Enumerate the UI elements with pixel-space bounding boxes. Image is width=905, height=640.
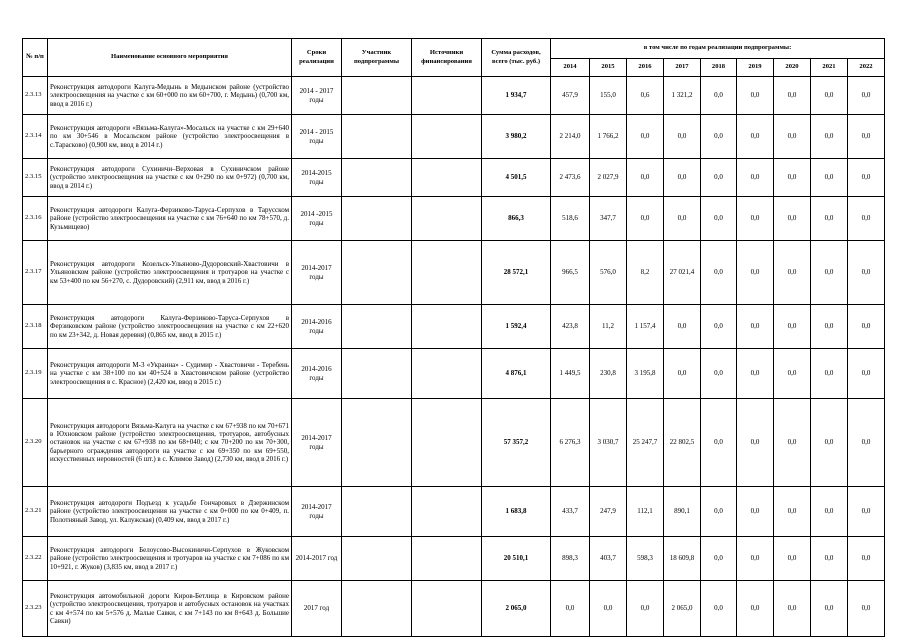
participant-cell <box>342 399 412 487</box>
year-amount: 247,9 <box>590 487 627 537</box>
participant-cell <box>342 305 412 349</box>
year-amount: 0,0 <box>701 487 737 537</box>
measure-name: Реконструкция автодороги Козельск-Ульяново-Дудоровский-Хвастовичи в Ульяновском районе (устройство электроосвещения и тротуаров на участке с км 53+400 по км 56+270, с. Дудоровский) (2,911 км, ввод в 2016 г.) <box>48 241 292 305</box>
year-amount: 0,0 <box>737 581 774 637</box>
row-number: 2.3.21 <box>23 487 48 537</box>
year-amount: 0,0 <box>627 581 664 637</box>
total-amount: 57 357,2 <box>482 399 551 487</box>
year-amount: 0,0 <box>811 349 848 399</box>
table-row <box>23 581 885 637</box>
year-amount: 2 027,9 <box>590 159 627 197</box>
sources-cell <box>412 399 482 487</box>
row-number: 2.3.15 <box>23 159 48 197</box>
year-amount: 890,1 <box>664 487 701 537</box>
year-amount: 0,0 <box>774 581 811 637</box>
year-amount: 230,8 <box>590 349 627 399</box>
year-amount: 0,0 <box>811 241 848 305</box>
year-amount: 0,0 <box>811 537 848 581</box>
year-amount: 0,0 <box>701 197 737 241</box>
total-amount: 1 592,4 <box>482 305 551 349</box>
year-amount: 155,0 <box>590 77 627 115</box>
year-amount: 27 021,4 <box>664 241 701 305</box>
year-amount: 0,0 <box>664 349 701 399</box>
year-amount: 0,0 <box>811 197 848 241</box>
year-amount: 1 449,5 <box>551 349 590 399</box>
measure-name: Реконструкция автодороги Подъезд к усадьбе Гончаровых в Дзержинском районе (устройство электроосвещения на участке с км 0+000 по км 0+409, п. Полотняный Завод, ул. Калужская) (0,409 км, ввод в 2017 г.) <box>48 487 292 537</box>
implementation-term: 2014 -2015 годы <box>292 197 342 241</box>
total-amount: 3 980,2 <box>482 115 551 159</box>
year-amount: 0,0 <box>848 537 885 581</box>
header-term: Сроки реализации <box>292 39 342 77</box>
row-number: 2.3.23 <box>23 581 48 637</box>
year-amount: 0,0 <box>848 399 885 487</box>
year-amount: 0,0 <box>811 77 848 115</box>
measure-name: Реконструкция автодороги М-3 «Украина» - Судимир - Хвастовичи - Теребень на участке с км 38+100 по км 40+524 в Хвастовичском районе (устройство электроосвещения в с. Красное) (2,420 км, ввод в 2015 г.) <box>48 349 292 399</box>
year-amount: 0,0 <box>627 159 664 197</box>
year-amount: 0,0 <box>774 487 811 537</box>
row-number: 2.3.18 <box>23 305 48 349</box>
table-row <box>23 241 885 305</box>
sources-cell <box>412 581 482 637</box>
year-amount: 0,0 <box>737 241 774 305</box>
year-amount: 433,7 <box>551 487 590 537</box>
total-amount: 866,3 <box>482 197 551 241</box>
table-row <box>23 77 885 115</box>
year-amount: 0,0 <box>701 77 737 115</box>
measure-name: Реконструкция автодороги «Вязьма-Калуга»-Мосальск на участке с км 29+640 по км 30+546 в Мосальском районе (устройство электроосвещения в с.Тарасково) (0,900 км, ввод в 2014 г.) <box>48 115 292 159</box>
header-year: 2019 <box>737 59 774 77</box>
implementation-term: 2014-2017 годы <box>292 399 342 487</box>
row-number: 2.3.13 <box>23 77 48 115</box>
table-row <box>23 537 885 581</box>
header-year: 2017 <box>664 59 701 77</box>
header-participant: Участник подпрограммы <box>342 39 412 77</box>
sources-cell <box>412 349 482 399</box>
header-by-year: в том числе по годам реализации подпрограммы: <box>551 39 885 59</box>
year-amount: 0,0 <box>664 159 701 197</box>
program-table <box>22 38 885 637</box>
year-amount: 8,2 <box>627 241 664 305</box>
year-amount: 403,7 <box>590 537 627 581</box>
implementation-term: 2014 - 2017 годы <box>292 77 342 115</box>
year-amount: 0,0 <box>811 581 848 637</box>
year-amount: 0,0 <box>701 581 737 637</box>
header-year: 2016 <box>627 59 664 77</box>
year-amount: 898,3 <box>551 537 590 581</box>
participant-cell <box>342 581 412 637</box>
year-amount: 0,0 <box>848 159 885 197</box>
header-sources: Источники финансирования <box>412 39 482 77</box>
header-name: Наименование основного мероприятия <box>48 39 292 77</box>
year-amount: 0,0 <box>774 537 811 581</box>
year-amount: 0,0 <box>774 159 811 197</box>
sources-cell <box>412 241 482 305</box>
table-header <box>23 39 885 77</box>
table-row <box>23 349 885 399</box>
year-amount: 112,1 <box>627 487 664 537</box>
year-amount: 18 609,8 <box>664 537 701 581</box>
year-amount: 966,5 <box>551 241 590 305</box>
year-amount: 0,0 <box>590 581 627 637</box>
total-amount: 4 501,5 <box>482 159 551 197</box>
year-amount: 518,6 <box>551 197 590 241</box>
measure-name: Реконструкция автомобильной дороги Киров-Бетлица в Кировском районе (устройство электроосвещения, тротуаров и автобусных остановок на участках с км 4+574 по км 5+576 д. Малые Савки, с км 7+143 по км 8+643 д. Большие Савки) <box>48 581 292 637</box>
year-amount: 457,9 <box>551 77 590 115</box>
participant-cell <box>342 241 412 305</box>
year-amount: 0,0 <box>774 399 811 487</box>
measure-name: Реконструкция автодороги Вязьма-Калуга на участке с км 67+938 по км 70+671 в Юхновском районе (устройство электроосвещения, тротуаров, автобусных остановок на участке с км 67+938 по км 68+040; с км 70+200 по км 70+300, барьерного ограждения автодороги на участке с км 69+350 по км 69+550, искусственных неровностей (6 шт.) в с. Климов Завод) (2,730 км, ввод в 2016 г.) <box>48 399 292 487</box>
year-amount: 0,0 <box>774 77 811 115</box>
year-amount: 6 276,3 <box>551 399 590 487</box>
header-year: 2022 <box>848 59 885 77</box>
measure-name: Реконструкция автодороги Калуга-Ферзиково-Таруса-Серпухов в Тарусском районе (устройство электроосвещения на участке с км 76+640 по км 78+570, д. Кузьмищево) <box>48 197 292 241</box>
participant-cell <box>342 537 412 581</box>
sources-cell <box>412 487 482 537</box>
participant-cell <box>342 487 412 537</box>
sources-cell <box>412 537 482 581</box>
year-amount: 2 473,6 <box>551 159 590 197</box>
measure-name: Реконструкция автодороги Белоусово-Высокиничи-Серпухов в Жуковском районе (устройство электроосвещения и тротуаров на участке с км 7+086 по км 10+921, г. Жуков) (3,835 км, ввод в 2017 г.) <box>48 537 292 581</box>
measure-name: Реконструкция автодороги Сухиничи–Верховая в Сухиничском районе (устройство электроосвещения на участке с км 0+290 по км 0+972) (0,700 км, ввод в 2014 г.) <box>48 159 292 197</box>
year-amount: 1 157,4 <box>627 305 664 349</box>
header-year: 2015 <box>590 59 627 77</box>
implementation-term: 2014-2017 годы <box>292 241 342 305</box>
row-number: 2.3.17 <box>23 241 48 305</box>
year-amount: 1 321,2 <box>664 77 701 115</box>
implementation-term: 2017 год <box>292 581 342 637</box>
year-amount: 0,0 <box>811 399 848 487</box>
year-amount: 0,0 <box>848 581 885 637</box>
year-amount: 0,0 <box>701 241 737 305</box>
participant-cell <box>342 77 412 115</box>
year-amount: 0,0 <box>848 77 885 115</box>
year-amount: 0,0 <box>811 487 848 537</box>
implementation-term: 2014-2016 годы <box>292 349 342 399</box>
implementation-term: 2014-2015 годы <box>292 159 342 197</box>
year-amount: 0,0 <box>811 159 848 197</box>
year-amount: 0,0 <box>664 197 701 241</box>
year-amount: 2 214,0 <box>551 115 590 159</box>
measure-name: Реконструкция автодороги Калуга-Медынь в Медынском районе (устройство электроосвещения на участке с км 60+000 по км 60+700, г. Медынь) (0,700 км, ввод в 2016 г.) <box>48 77 292 115</box>
year-amount: 0,0 <box>664 305 701 349</box>
table-row <box>23 159 885 197</box>
year-amount: 0,0 <box>774 305 811 349</box>
year-amount: 0,0 <box>737 349 774 399</box>
total-amount: 1 934,7 <box>482 77 551 115</box>
year-amount: 0,0 <box>774 349 811 399</box>
year-amount: 598,3 <box>627 537 664 581</box>
table-row <box>23 197 885 241</box>
header-num: № п/п <box>23 39 48 77</box>
total-amount: 4 876,1 <box>482 349 551 399</box>
year-amount: 0,0 <box>774 197 811 241</box>
sources-cell <box>412 115 482 159</box>
participant-cell <box>342 197 412 241</box>
year-amount: 0,0 <box>811 305 848 349</box>
year-amount: 0,0 <box>848 349 885 399</box>
total-amount: 2 065,0 <box>482 581 551 637</box>
sources-cell <box>412 77 482 115</box>
year-amount: 0,0 <box>701 305 737 349</box>
implementation-term: 2014-2017 годы <box>292 487 342 537</box>
year-amount: 0,0 <box>848 305 885 349</box>
implementation-term: 2014-2017 год <box>292 537 342 581</box>
header-year: 2014 <box>551 59 590 77</box>
year-amount: 0,0 <box>627 197 664 241</box>
implementation-term: 2014 - 2015 годы <box>292 115 342 159</box>
year-amount: 0,0 <box>701 349 737 399</box>
year-amount: 11,2 <box>590 305 627 349</box>
header-year: 2020 <box>774 59 811 77</box>
year-amount: 0,0 <box>701 537 737 581</box>
year-amount: 0,0 <box>737 115 774 159</box>
year-amount: 0,0 <box>774 115 811 159</box>
year-amount: 0,0 <box>701 399 737 487</box>
year-amount: 22 802,5 <box>664 399 701 487</box>
row-number: 2.3.16 <box>23 197 48 241</box>
year-amount: 0,0 <box>737 537 774 581</box>
row-number: 2.3.14 <box>23 115 48 159</box>
year-amount: 25 247,7 <box>627 399 664 487</box>
row-number: 2.3.22 <box>23 537 48 581</box>
table-row <box>23 399 885 487</box>
year-amount: 0,0 <box>774 241 811 305</box>
year-amount: 0,0 <box>848 197 885 241</box>
row-number: 2.3.19 <box>23 349 48 399</box>
year-amount: 0,0 <box>701 159 737 197</box>
total-amount: 28 572,1 <box>482 241 551 305</box>
year-amount: 423,8 <box>551 305 590 349</box>
header-total: Сумма расходов, всего (тыс. руб.) <box>482 39 551 77</box>
participant-cell <box>342 159 412 197</box>
header-year: 2018 <box>701 59 737 77</box>
year-amount: 0,0 <box>737 159 774 197</box>
measure-name: Реконструкция автодороги Калуга-Ферзиково-Таруса-Серпухов в Ферзиковском районе (устройство электроосвещения на участке с км 22+620 по км 23+342, д. Новая деревня) (0,865 км, ввод в 2015 г.) <box>48 305 292 349</box>
implementation-term: 2014-2016 годы <box>292 305 342 349</box>
total-amount: 1 683,8 <box>482 487 551 537</box>
table-body <box>23 77 885 637</box>
year-amount: 0,0 <box>848 115 885 159</box>
year-amount: 3 030,7 <box>590 399 627 487</box>
year-amount: 3 195,8 <box>627 349 664 399</box>
header-year: 2021 <box>811 59 848 77</box>
table-row <box>23 305 885 349</box>
year-amount: 0,0 <box>627 115 664 159</box>
year-amount: 0,0 <box>848 487 885 537</box>
year-amount: 0,0 <box>737 305 774 349</box>
year-amount: 0,0 <box>551 581 590 637</box>
year-amount: 0,0 <box>737 487 774 537</box>
year-amount: 0,0 <box>664 115 701 159</box>
year-amount: 576,0 <box>590 241 627 305</box>
participant-cell <box>342 349 412 399</box>
table-row <box>23 487 885 537</box>
year-amount: 0,0 <box>701 115 737 159</box>
year-amount: 0,0 <box>737 77 774 115</box>
year-amount: 0,0 <box>811 115 848 159</box>
year-amount: 347,7 <box>590 197 627 241</box>
year-amount: 0,0 <box>737 399 774 487</box>
year-amount: 0,0 <box>848 241 885 305</box>
year-amount: 0,0 <box>737 197 774 241</box>
total-amount: 20 510,1 <box>482 537 551 581</box>
year-amount: 0,6 <box>627 77 664 115</box>
table-row <box>23 115 885 159</box>
sources-cell <box>412 305 482 349</box>
sources-cell <box>412 159 482 197</box>
year-amount: 1 766,2 <box>590 115 627 159</box>
year-amount: 2 065,0 <box>664 581 701 637</box>
row-number: 2.3.20 <box>23 399 48 487</box>
sources-cell <box>412 197 482 241</box>
participant-cell <box>342 115 412 159</box>
